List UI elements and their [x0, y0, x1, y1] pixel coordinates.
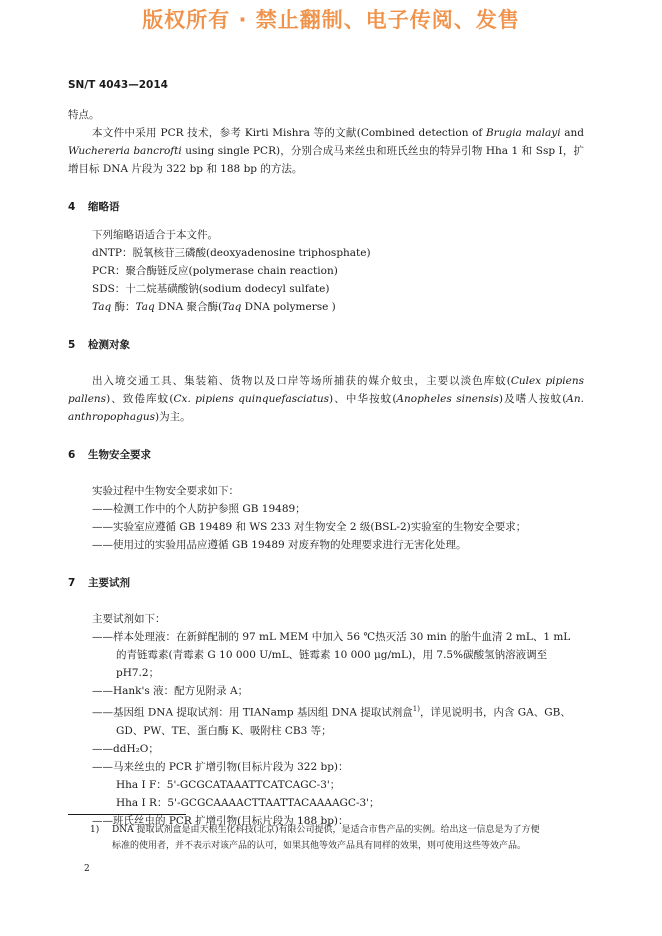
section-6-lead: 实验过程中生物安全要求如下： — [92, 485, 239, 497]
intro-line: 特点。 — [68, 109, 100, 121]
section-7-lead: 主要试剂如下： — [92, 613, 166, 625]
footnote — [68, 822, 584, 854]
reagent-dna-kit-cont: GD、PW、TE、蛋白酶 K、吸附柱 CB3 等； — [116, 724, 332, 737]
reagent-sample-buffer: ——样本处理液：在新鲜配制的 97 mL MEM 中加入 56 ℃热灭活 30 min 的胎牛血清 2 mL、1 mL — [92, 631, 571, 643]
footnote-number: 1) — [90, 825, 100, 835]
section-5-heading: 5 检测对象 — [68, 339, 130, 351]
section-6-heading: 6 生物安全要求 — [68, 449, 151, 461]
section-4-heading: 4 缩略语 — [68, 201, 120, 213]
reagent-dna-kit: ——基因组 DNA 提取试剂：用 TIANamp 基因组 DNA 提取试剂盒$^{1)}$，详见说明书，内含 GA、GB、 — [92, 705, 571, 719]
reagent-malayi-primers: ——马来丝虫的 PCR 扩增引物(目标片段为 322 bp)： — [92, 760, 349, 773]
standard-code: SN/T 4043—2014 — [68, 79, 168, 91]
reagent-hanks: ——Hank's 液：配方见附录 A； — [92, 685, 249, 697]
page-number: 2 — [84, 864, 90, 874]
footnote-text: DNA 提取试剂盒是由天根生化科技(北京)有限公司提供，是适合市售产品的实例。给出这一信息是为了方便 — [112, 825, 540, 835]
abbr-sds: SDS：十二烷基磺酸钠(sodium dodecyl sulfate) — [92, 283, 330, 295]
intro-paragraph: 本文件中采用 PCR 技术，参考 Kirti Mishra 等的文献(Combined detection of Brugia malayi and Wuchereria bancrofti using single PCR)，分别合成马来丝虫和班氏丝虫的特异引物 Hha 1 和 Ssp I，扩增目标 DNA 片段为 322 bp 和 188 bp 的方法。 — [68, 127, 584, 175]
biosafety-item: ——实验室应遵循 GB 19489 和 WS 233 对生物安全 2 级(BSL-2)实验室的生物安全要求； — [92, 521, 527, 533]
reagent-sample-buffer-cont: pH7.2； — [116, 667, 160, 679]
copyright-banner: 版权所有 · 禁止翻制、电子传阅、发售 — [142, 8, 520, 32]
abbr-dntp: dNTP：脱氧核苷三磷酸(deoxyadenosine triphosphate) — [92, 247, 371, 259]
section-4-lead: 下列缩略语适合于本文件。 — [92, 229, 218, 241]
document-body — [68, 106, 584, 830]
footnote-ref: 1) — [412, 705, 420, 713]
abbr-pcr: PCR：聚合酶链反应(polymerase chain reaction) — [92, 265, 338, 277]
reagent-sample-buffer-cont: 的青链霉素(青霉素 G 10 000 U/mL、链霉素 10 000 μg/mL)，用 7.5%碳酸氢钠溶液调至 — [116, 649, 548, 661]
primer-hha-r: Hha I R：5'-GCGCAAAACTTAATTACAAAAGC-3'； — [116, 796, 380, 809]
section-7-heading: 7 主要试剂 — [68, 577, 130, 589]
footnote-text-cont: 标准的使用者，并不表示对该产品的认可，如果其他等效产品具有同样的效果，则可使用这些等效产品。 — [112, 841, 527, 851]
section-5-paragraph: 出入境交通工具、集装箱、货物以及口岸等场所捕获的媒介蚊虫，主要以淡色库蚊(Culex pipiens pallens)、致倦库蚊(Cx. pipiens quinquefasciatus)、中华按蚊(Anopheles sinensis)及嗜人按蚊(An. anthropophagus)为主。 — [68, 375, 584, 423]
primer-hha-f: Hha I F：5'-GCGCATAAATTCATCAGC-3'； — [116, 778, 341, 791]
reagent-bancrofti-primers: ——班氏丝虫的 PCR 扩增引物(目标片段为 188 bp)： — [92, 814, 349, 827]
footnote-divider — [68, 814, 186, 815]
abbr-taq: Taq 酶：Taq DNA 聚合酶(Taq DNA polymerse ) — [92, 301, 336, 313]
biosafety-item: ——检测工作中的个人防护参照 GB 19489； — [92, 503, 306, 515]
reagent-ddh2o: ——ddH₂O； — [92, 742, 159, 755]
biosafety-item: ——使用过的实验用品应遵循 GB 19489 对废弃物的处理要求进行无害化处理。 — [92, 539, 467, 551]
